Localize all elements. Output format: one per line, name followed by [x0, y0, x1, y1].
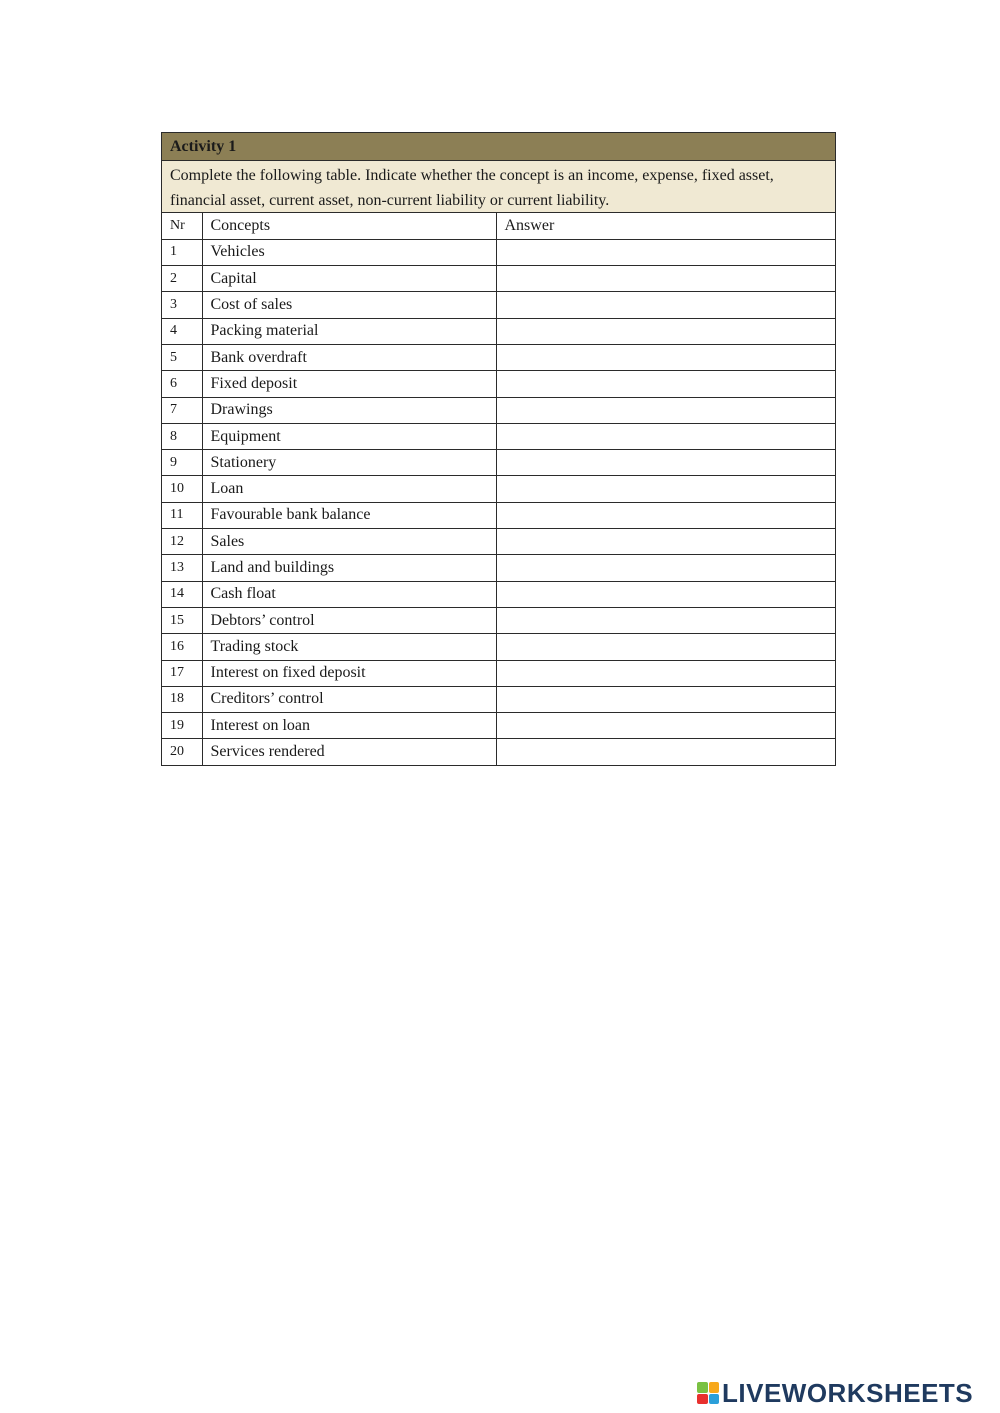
row-concept: Interest on loan — [202, 713, 496, 739]
table-row — [162, 423, 835, 449]
table-row — [162, 555, 835, 581]
row-number: 13 — [162, 555, 202, 581]
row-number: 1 — [162, 239, 202, 265]
header-answer: Answer — [496, 213, 835, 239]
answer-input[interactable] — [505, 556, 836, 580]
answer-input[interactable] — [505, 293, 836, 317]
answer-input[interactable] — [505, 425, 836, 449]
row-concept: Trading stock — [202, 634, 496, 660]
row-answer-cell — [496, 476, 835, 502]
answer-input[interactable] — [505, 661, 836, 685]
answer-input[interactable] — [505, 240, 836, 264]
row-answer-cell — [496, 292, 835, 318]
logo-text: LIVEWORKSHEETS — [722, 1377, 974, 1408]
row-concept: Favourable bank balance — [202, 502, 496, 528]
table-row — [162, 371, 835, 397]
row-concept: Drawings — [202, 397, 496, 423]
header-concepts: Concepts — [202, 213, 496, 239]
row-answer-cell — [496, 581, 835, 607]
row-number: 4 — [162, 318, 202, 344]
row-number: 3 — [162, 292, 202, 318]
answer-input[interactable] — [505, 267, 836, 291]
row-number: 10 — [162, 476, 202, 502]
activity-title: Activity 1 — [162, 133, 835, 161]
answer-input[interactable] — [505, 319, 836, 343]
row-answer-cell — [496, 634, 835, 660]
answer-input[interactable] — [505, 635, 836, 659]
table-row — [162, 660, 835, 686]
row-concept: Debtors’ control — [202, 607, 496, 633]
answer-input[interactable] — [505, 740, 836, 764]
row-number: 17 — [162, 660, 202, 686]
row-concept: Sales — [202, 529, 496, 555]
row-answer-cell — [496, 502, 835, 528]
answer-input[interactable] — [505, 477, 836, 501]
row-concept: Loan — [202, 476, 496, 502]
table-row — [162, 344, 835, 370]
answer-input[interactable] — [505, 530, 836, 554]
row-answer-cell — [496, 371, 835, 397]
table-row — [162, 450, 835, 476]
answer-input[interactable] — [505, 714, 836, 738]
row-answer-cell — [496, 239, 835, 265]
row-number: 19 — [162, 713, 202, 739]
logo-mark-icon — [697, 1382, 719, 1404]
row-concept: Cost of sales — [202, 292, 496, 318]
row-answer-cell — [496, 607, 835, 633]
answer-input[interactable] — [505, 687, 836, 711]
row-number: 6 — [162, 371, 202, 397]
answer-input[interactable] — [505, 582, 836, 606]
row-number: 5 — [162, 344, 202, 370]
row-concept: Cash float — [202, 581, 496, 607]
row-answer-cell — [496, 450, 835, 476]
table-row — [162, 607, 835, 633]
row-answer-cell — [496, 397, 835, 423]
row-number: 12 — [162, 529, 202, 555]
answer-input[interactable] — [505, 398, 836, 422]
table-row — [162, 239, 835, 265]
table-row — [162, 713, 835, 739]
activity-sheet — [161, 132, 836, 766]
row-concept: Stationery — [202, 450, 496, 476]
concepts-table — [162, 213, 835, 766]
row-concept: Bank overdraft — [202, 344, 496, 370]
table-row — [162, 529, 835, 555]
activity-instructions: Complete the following table. Indicate whether the concept is an income, expense, fixed asset, financial asset, current asset, non-current liability or current liability. — [162, 161, 835, 213]
table-row — [162, 397, 835, 423]
row-answer-cell — [496, 555, 835, 581]
row-number: 11 — [162, 502, 202, 528]
table-row — [162, 292, 835, 318]
liveworksheets-logo — [697, 1378, 973, 1408]
row-concept: Packing material — [202, 318, 496, 344]
row-number: 8 — [162, 423, 202, 449]
answer-input[interactable] — [505, 372, 836, 396]
row-number: 20 — [162, 739, 202, 765]
table-header-row — [162, 213, 835, 239]
answer-input[interactable] — [505, 346, 836, 370]
table-row — [162, 318, 835, 344]
row-concept: Capital — [202, 266, 496, 292]
header-nr: Nr — [162, 213, 202, 239]
answer-input[interactable] — [505, 451, 836, 475]
row-number: 7 — [162, 397, 202, 423]
row-number: 9 — [162, 450, 202, 476]
row-answer-cell — [496, 318, 835, 344]
row-answer-cell — [496, 660, 835, 686]
row-number: 14 — [162, 581, 202, 607]
row-answer-cell — [496, 529, 835, 555]
table-row — [162, 739, 835, 765]
row-answer-cell — [496, 266, 835, 292]
row-number: 2 — [162, 266, 202, 292]
row-concept: Vehicles — [202, 239, 496, 265]
table-row — [162, 634, 835, 660]
table-row — [162, 686, 835, 712]
row-answer-cell — [496, 344, 835, 370]
row-number: 15 — [162, 607, 202, 633]
row-answer-cell — [496, 423, 835, 449]
row-concept: Land and buildings — [202, 555, 496, 581]
row-concept: Services rendered — [202, 739, 496, 765]
table-row — [162, 266, 835, 292]
answer-input[interactable] — [505, 503, 836, 527]
row-concept: Fixed deposit — [202, 371, 496, 397]
row-concept: Creditors’ control — [202, 686, 496, 712]
row-concept: Interest on fixed deposit — [202, 660, 496, 686]
row-number: 18 — [162, 686, 202, 712]
row-answer-cell — [496, 739, 835, 765]
row-answer-cell — [496, 686, 835, 712]
row-answer-cell — [496, 713, 835, 739]
row-concept: Equipment — [202, 423, 496, 449]
table-row — [162, 581, 835, 607]
table-row — [162, 502, 835, 528]
answer-input[interactable] — [505, 609, 836, 633]
table-row — [162, 476, 835, 502]
row-number: 16 — [162, 634, 202, 660]
